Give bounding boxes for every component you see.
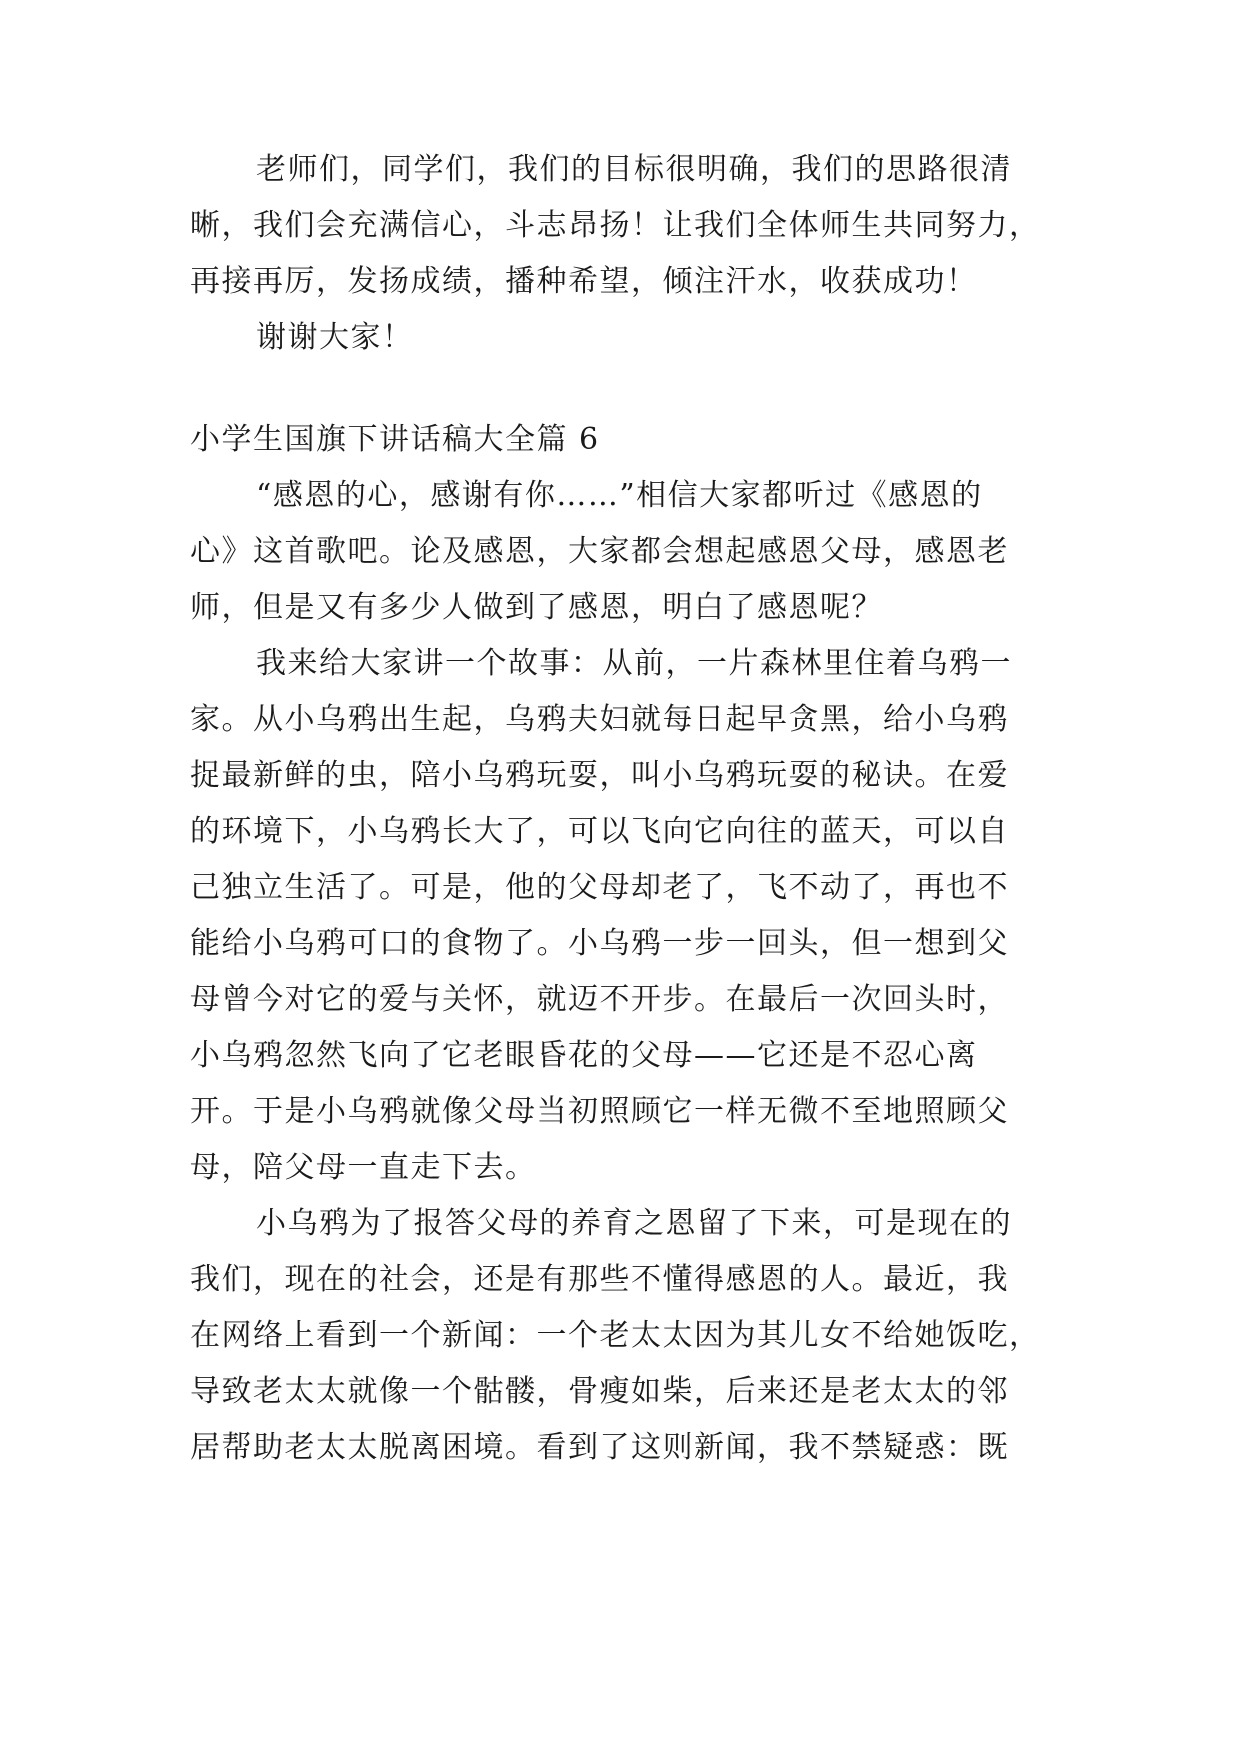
text-line: 导致老太太就像一个骷髅，骨瘦如柴，后来还是老太太的邻	[190, 1374, 1009, 1409]
text-line: 小乌鸦忽然飞向了它老眼昏花的父母——它还是不忍心离	[190, 1038, 978, 1073]
text-line: 再接再厉，发扬成绩，播种希望，倾注汗水，收获成功！	[190, 264, 978, 299]
text-line: 开。于是小乌鸦就像父母当初照顾它一样无微不至地照顾父	[190, 1094, 1009, 1129]
text-line: 我们，现在的社会，还是有那些不懂得感恩的人。最近，我	[190, 1262, 1009, 1297]
text-line: 己独立生活了。可是，他的父母却老了，飞不动了，再也不	[190, 870, 1009, 905]
text-line: 家。从小乌鸦出生起，乌鸦夫妇就每日起早贪黑，给小乌鸦	[190, 702, 1009, 737]
text-line: 心》这首歌吧。论及感恩，大家都会想起感恩父母，感恩老	[190, 534, 1009, 569]
text-line: 在网络上看到一个新闻：一个老太太因为其儿女不给她饭吃，	[190, 1318, 1041, 1353]
text-line: 捉最新鲜的虫，陪小乌鸦玩耍，叫小乌鸦玩耍的秘诀。在爱	[190, 758, 1009, 793]
text-line: 老师们，同学们，我们的目标很明确，我们的思路很清	[256, 152, 1012, 187]
text-line: 我来给大家讲一个故事：从前，一片森林里住着乌鸦一	[256, 646, 1012, 681]
text-line: 小乌鸦为了报答父母的养育之恩留了下来，可是现在的	[256, 1206, 1012, 1241]
text-line: 母，陪父母一直走下去。	[190, 1150, 537, 1185]
text-line: 居帮助老太太脱离困境。看到了这则新闻，我不禁疑惑：既	[190, 1430, 1009, 1465]
text-line: 母曾今对它的爱与关怀，就迈不开步。在最后一次回头时，	[190, 982, 1009, 1017]
text-line: 晰，我们会充满信心，斗志昂扬！让我们全体师生共同努力，	[190, 208, 1041, 243]
text-line: 谢谢大家！	[256, 320, 414, 355]
text-line: 能给小乌鸦可口的食物了。小乌鸦一步一回头，但一想到父	[190, 926, 1009, 961]
text-line: 师，但是又有多少人做到了感恩，明白了感恩呢？	[190, 590, 883, 625]
text-line: “感恩的心，感谢有你……”相信大家都听过《感恩的	[256, 478, 983, 513]
section-heading: 小学生国旗下讲话稿大全篇 6	[190, 422, 600, 457]
text-line: 的环境下，小乌鸦长大了，可以飞向它向往的蓝天，可以自	[190, 814, 1009, 849]
